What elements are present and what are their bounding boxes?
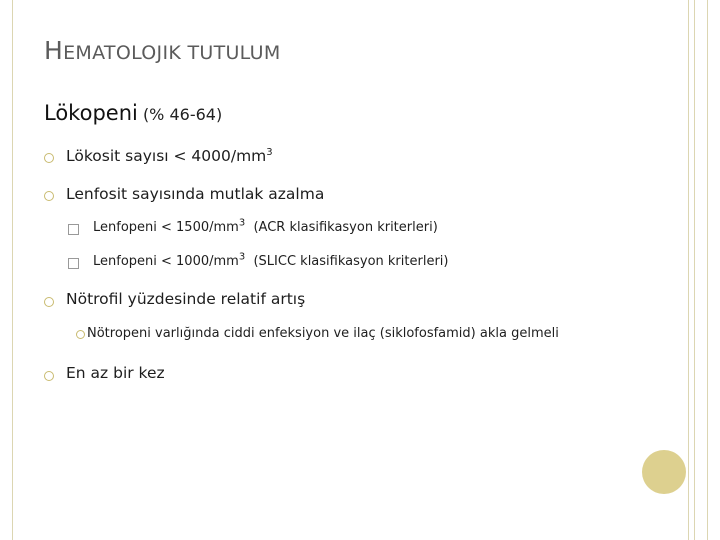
bullet-icon [44,153,54,163]
item-note: (ACR klasifikasyon kriterleri) [253,220,438,235]
subheading-percentage: (% 46-64) [142,105,223,124]
lymphopenia-slicc-item [93,251,449,269]
superscript: 3 [238,217,246,229]
bullet-icon [76,330,85,339]
at-least-once-item: En az bir kez [66,364,165,382]
item-text: Lenfopeni < 1500/mm [93,220,239,235]
lymphocyte-item: Lenfosit sayısında mutlak azalma [66,185,325,203]
subheading [44,101,222,125]
item-text: Lenfopeni < 1000/mm [93,254,239,269]
superscript: 3 [238,251,246,263]
item-note: (SLICC klasifikasyon kriterleri) [253,254,449,269]
bullet-icon [44,191,54,201]
decorative-circle [642,450,686,494]
neutropenia-note-item: Nötropeni varlığında ciddi enfeksiyon ve ilaç (siklofosfamid) akla gelmeli [87,326,559,341]
neutrophil-item: Nötrofil yüzdesinde relatif artış [66,290,306,308]
slide-title-rest: EMATOLOJIK TUTULUM [63,42,281,64]
frame-line-right-3 [707,0,708,540]
leukocyte-count-item [66,147,273,165]
checkbox-bullet-icon [68,258,79,269]
frame-line-right-2 [694,0,695,540]
slide-title-initial: H [44,36,64,65]
bullet-icon [44,297,54,307]
superscript: 3 [266,146,273,158]
item-text: Lökosit sayısı < 4000/mm [66,147,267,165]
slide-title [44,36,281,65]
frame-line-left [12,0,13,540]
frame-line-right-1 [688,0,689,540]
bullet-icon [44,371,54,381]
checkbox-bullet-icon [68,224,79,235]
lymphopenia-acr-item [93,217,438,235]
subheading-label: Lökopeni [44,101,138,125]
